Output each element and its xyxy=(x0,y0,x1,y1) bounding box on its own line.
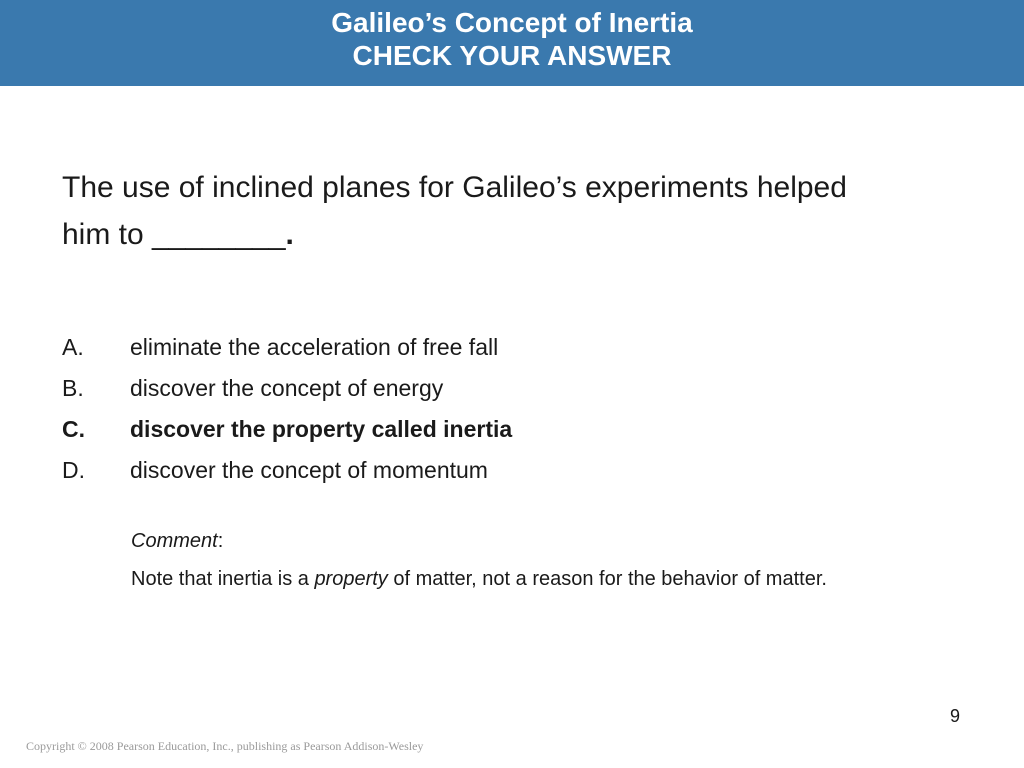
option-c-text: discover the property called inertia xyxy=(130,416,513,442)
option-d-text: discover the concept of momentum xyxy=(130,457,488,483)
comment-body-emphasis: property xyxy=(314,568,388,590)
slide-header xyxy=(0,0,1024,86)
comment-body-before: Note that inertia is a xyxy=(131,568,315,590)
option-c-letter: C. xyxy=(62,416,85,442)
page-number: 9 xyxy=(950,706,961,726)
comment-body xyxy=(131,565,951,594)
comment-body-after: of matter, not a reason for the behavior of matter. xyxy=(387,568,827,590)
option-b-text: discover the concept of energy xyxy=(130,375,444,401)
option-a-letter: A. xyxy=(62,334,84,360)
answer-options xyxy=(62,330,962,494)
comment-title: Comment xyxy=(131,530,218,552)
option-d-letter: D. xyxy=(62,457,85,483)
question-period: . xyxy=(285,218,294,251)
copyright-notice: Copyright © 2008 Pearson Education, Inc., publishing as Pearson Addison-Wesley xyxy=(26,739,424,753)
question-line-1: The use of inclined planes for Galileo’s experiments helped xyxy=(62,171,847,204)
slide-subtitle: CHECK YOUR ANSWER xyxy=(352,40,672,71)
comment-colon: : xyxy=(217,530,224,552)
option-c-correct xyxy=(62,412,962,453)
option-b-letter: B. xyxy=(62,375,84,401)
question-line-2: him to ________ xyxy=(62,218,286,251)
question-text xyxy=(62,164,982,258)
option-a xyxy=(62,330,962,371)
option-a-text: eliminate the acceleration of free fall xyxy=(130,334,499,360)
option-d xyxy=(62,453,962,494)
option-b xyxy=(62,371,962,412)
slide-title: Galileo’s Concept of Inertia xyxy=(331,7,693,38)
comment-heading xyxy=(131,527,951,555)
comment-block xyxy=(131,527,951,594)
